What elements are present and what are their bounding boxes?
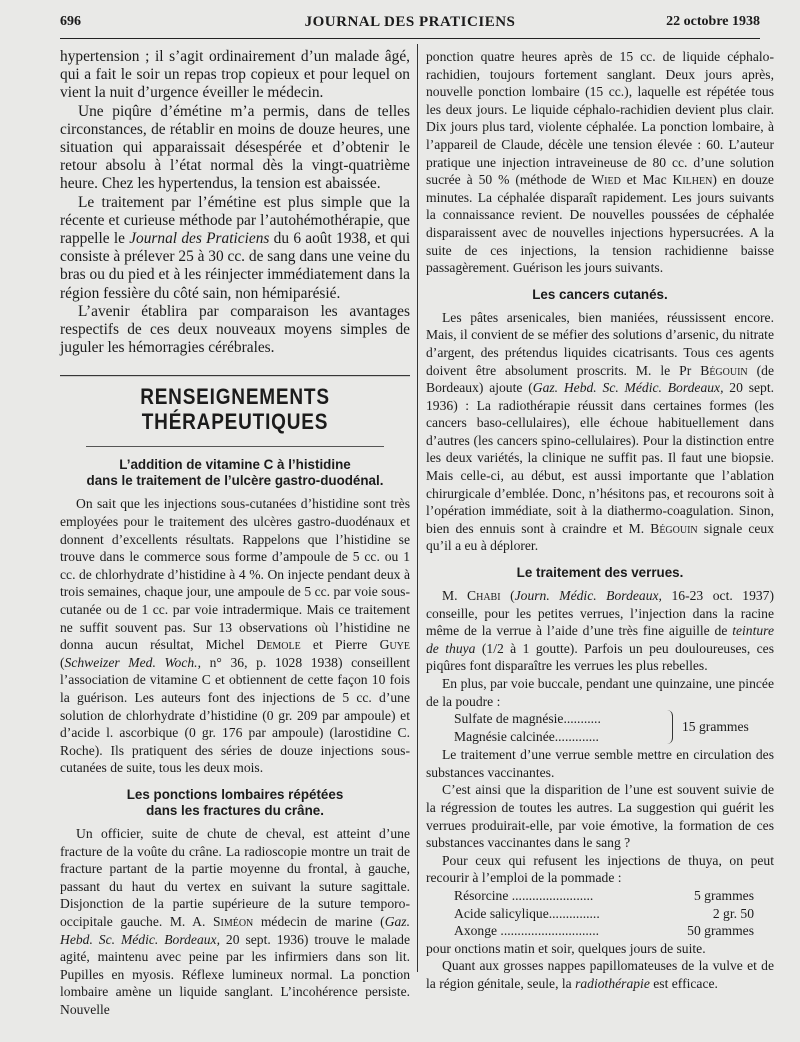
- paragraph: L’avenir établira par comparaison les avantages respectifs de ces deux nouveaux moyens simples de juguler les hémorragies cérébrales.: [60, 302, 410, 357]
- article-title: Le traitement des verrues.: [516, 565, 684, 581]
- journal-reference: Journal des Praticiens: [129, 230, 270, 248]
- left-column: [60, 48, 410, 1018]
- header-rule: [60, 38, 760, 39]
- paragraph: M. Chabi (Journ. Médic. Bordeaux, 16-23 oct. 1937) conseille, pour les petites verrues, l’injection dans la racine même de la verrue à l’aide d’une très fine aiguille de teinture de thuya (1/2 à 1 goutte). Parfois un peu douloureuses, ces piqûres font disparaître les verrues les plus rebelles.: [426, 588, 775, 674]
- formula-line: Magnésie calcinée.............: [454, 728, 599, 744]
- running-header: [60, 14, 760, 36]
- section-rubric: RENSEIGNEMENTS THÉRAPEUTIQUES: [60, 375, 410, 436]
- paragraph: Le traitement d’une verrue semble mettre en circulation des substances vaccinantes.: [426, 747, 774, 780]
- rubric-rule: [86, 446, 384, 447]
- paragraph: pour onctions matin et soir, quelques jours de suite.: [426, 940, 706, 956]
- formula-line: Acide salicylique............... 2 gr. 50: [454, 905, 754, 921]
- paragraph: ponction quatre heures après de 15 cc. de liquide céphalo-rachidien, toujours fortement sanglant. Deux jours après, nouvelle ponction lombaire (15 cc.), laquelle est répétée tous les deux jours. Le liquide céphalo-rachidien devient plus clair. Dix jours plus tard, violente céphalée. La ponction lombaire, à l’appareil de Claude, décèle une tension élevée : 60. L’auteur pratique une injection intraveineuse de 80 cc. d’une solution sucrée à 50 % (méthode de Wied et Mac Kilhen) en douze minutes. La céphalée disparaît rapidement. Les jours suivants la connaissance revient. De nouvelles poussées de céphalée disparaissent avec de nouvelles injections hypersucrées. A la suite de ces injections, la tension rachidienne baisse passagèrement. Guérison les jours suivants.: [426, 49, 774, 276]
- journal-title: JOURNAL DES PRATICIENS: [304, 14, 516, 30]
- paragraph: C’est ainsi que la disparition de l’une est souvent suivie de la régression de toutes les autres. La suggestion qui guérit les verrues produirait-elle, par voie émotive, la formation de ces substances vaccinantes dans le sang ?: [426, 782, 774, 851]
- formula-line: Axonge ............................. 50 grammes: [454, 923, 754, 939]
- paragraph: hypertension ; il s’agit ordinairement d’un malade âgé, qui a fait le soir un repas trop copieux et pour lequel on vient la nuit d’urgence éveiller le médecin.: [60, 48, 410, 102]
- column-rule: [417, 44, 418, 972]
- article-title: L’addition de vitamine C à l’histidine dans le traitement de l’ulcère gastro-duodénal.: [86, 457, 384, 489]
- article-title: Les ponctions lombaires répétées dans les fractures du crâne.: [126, 786, 344, 818]
- formula-quantity: 15 grammes: [682, 719, 749, 735]
- paragraph: Les pâtes arsenicales, bien maniées, réussissent encore. Mais, il convient de se méfier des solutions d’arsenic, du nitrate d’argent, des prétendus liquides cicatrisants. Tous ces agents doivent être absolument proscrits. M. le Pr Bégouin (de Bordeaux) ajoute (Gaz. Hebd. Sc. Médic. Bordeaux, 20 sept. 1936) : La radiothérapie réussit dans certaines formes (les cancers baso-cellulaires), elle échoue habituellement dans d’autres (les cancers spino-cellulaires). Pour la distinction entre les deux variétés, la clinique ne suffit pas. Il faut une biopsie. Mais celle-ci, au début, est aussi importante que l’ablation chirurgicale d’emblée. Donc, n’hésitons pas, et recourons soit à l’opération immédiate, soit à la diathermo-coagulation. Sinon, bien des ennuis sont à craindre et M. Bégouin signale ceux qu’il a eu à déplorer.: [426, 309, 774, 554]
- paragraph: Pour ceux qui refusent les injections de thuya, on peut recourir à l’emploi de la pommade :: [426, 852, 774, 886]
- right-column: [426, 48, 774, 993]
- page-number: 696: [60, 14, 81, 29]
- paragraph: Le traitement par l’émétine est plus simple que la récente et curieuse méthode par l’autohémothérapie, que rappelle le Journal des Praticiens du 6 août 1938, et qui consiste à prélever 25 à 30 cc. de sang dans une veine du bras ou du pied et à les réinjecter immédiatement dans la région fessière du côté sain, non hémiparésié.: [60, 193, 411, 302]
- formula-ointment: [426, 887, 774, 940]
- brace: [666, 710, 673, 744]
- article-title: Les cancers cutanés.: [532, 286, 668, 302]
- formula-line: Résorcine ........................ 5 grammes: [454, 887, 754, 903]
- paragraph: Quant aux grosses nappes papillomateuses de la vulve et de la région génitale, seule, la radiothérapie est efficace.: [426, 958, 774, 991]
- formula-powder: [426, 710, 774, 746]
- paragraph: Un officier, suite de chute de cheval, est atteint d’une fracture de la voûte du crâne. La radioscopie montre un trait de fracture partant de la partie moyenne du frontal, à gauche, passant du haut du vertex en suivant la suture sagittale. Disjonction de la partie supérieure de la suture temporo-occipitale gauche. M. A. Siméon médecin de marine (Gaz. Hebd. Sc. Médic. Bordeaux, 20 sept. 1936) trouve le malade agité, maintenu avec peine par les infirmiers dans son lit. Pupilles en myosis. Réflexe lumineux normal. La ponction lombaire amène un liquide sanglant. L’incohérence persiste. Nouvelle: [60, 825, 411, 1017]
- paragraph: Une piqûre d’émétine m’a permis, dans de telles circonstances, de rétablir en moins de douze heures, une situation qui apparaissait désespérée et d’obtenir le retour absolu à l’état normal dès la vingt-quatrième heure. Chez les hypertendus, la tension est abaissée.: [60, 102, 410, 193]
- formula-line: Sulfate de magnésie...........: [454, 711, 601, 727]
- paragraph: On sait que les injections sous-cutanées d’histidine sont très employées pour le traitement des ulcères gastro-duodénaux et donnent d’excellents résultats. Rappelons que l’histidine se trouve dans le commerce sous forme d’ampoule de 5 cc. ou 1 cc. de chlorhydrate d’histidine à 4 %. On injecte pendant deux à trois semaines, chaque jour, une ampoule de 5 cc. par voie sous-cutanée ou de 1 cc. par voie intradermique. Mais ce traitement ne suffit souvent pas. Sur 13 observations où l’histidine ne donna aucun résultat, Michel Demole et Pierre Guye (Schweizer Med. Woch., n° 36, p. 1028 1938) conseillent l’association de vitamine C et obtiennent de cette façon 10 fois la guérison. Les auteurs font des injections de 5 cc. d’une solution de chlorhydrate d’histidine (0 gr. 209 par ampoule) et d’acide l. ascorbique (0 gr. 176 par ampoule) (larostidine C. Roche). Ils pratiquent des séries de douze injections sous-cutanées de suite, tous les deux mois.: [60, 496, 411, 776]
- issue-date: 22 octobre 1938: [666, 14, 760, 29]
- paragraph: En plus, par voie buccale, pendant une quinzaine, une pincée de la poudre :: [426, 676, 774, 709]
